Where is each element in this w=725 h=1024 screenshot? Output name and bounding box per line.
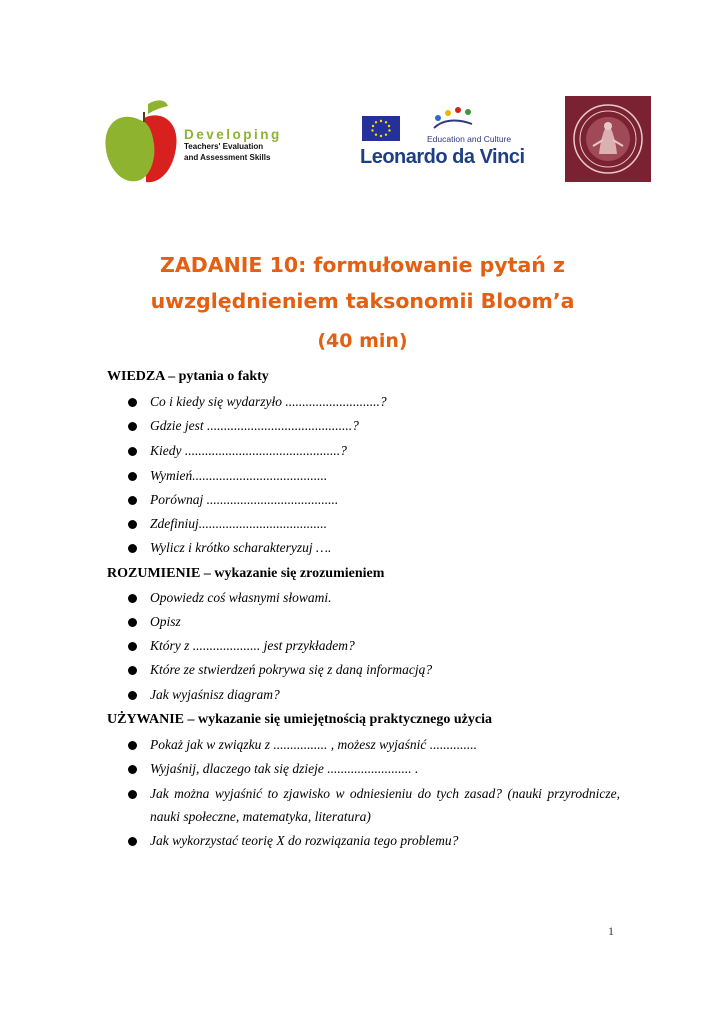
eu-flag-icon <box>362 116 400 141</box>
leonardo-da-vinci-label: Leonardo da Vinci <box>360 146 525 168</box>
section-heading-rozumienie: ROZUMIENIE – wykazanie się zrozumieniem <box>107 566 385 581</box>
section-heading-wiedza: WIEDZA – pytania o fakty <box>107 369 269 384</box>
bullet-icon <box>128 618 137 627</box>
bullet-icon <box>128 496 137 505</box>
bullet-icon <box>128 447 137 456</box>
bullet-icon <box>128 594 137 603</box>
developing-logo-text <box>184 128 282 163</box>
developing-subtitle-1: Teachers' Evaluation <box>184 142 264 151</box>
bullet-icon <box>128 691 137 700</box>
page-title-line-1: ZADANIE 10: formułowanie pytań z <box>160 253 565 277</box>
section-heading-uzywanie: UŻYWANIE – wykazanie się umiejętnością praktycznego użycia <box>107 712 492 727</box>
bullet-icon <box>128 642 137 651</box>
apple-icon <box>100 98 184 190</box>
bullet-icon <box>128 520 137 529</box>
bullet-icon <box>128 741 137 750</box>
university-seal-logo <box>565 96 651 182</box>
people-icon <box>428 106 478 132</box>
bullet-icon <box>128 837 137 846</box>
developing-title: Developing <box>184 127 282 142</box>
seal-icon <box>565 96 651 182</box>
bullet-icon <box>128 666 137 675</box>
developing-subtitle-2: and Assessment Skills <box>184 152 271 162</box>
bullet-icon <box>128 472 137 481</box>
bullet-icon <box>128 398 137 407</box>
bullet-icon <box>128 790 137 799</box>
page-title-line-2: uwzględnieniem taksonomii Bloom’a <box>150 289 575 313</box>
bullet-icon <box>128 765 137 774</box>
bullet-icon <box>128 422 137 431</box>
bullet-icon <box>128 544 137 553</box>
page-title-duration: (40 min) <box>317 330 408 352</box>
education-culture-label: Education and Culture <box>427 134 512 144</box>
developing-logo <box>100 98 282 190</box>
leonardo-da-vinci-logo <box>360 106 525 172</box>
page-number: 1 <box>608 924 614 938</box>
